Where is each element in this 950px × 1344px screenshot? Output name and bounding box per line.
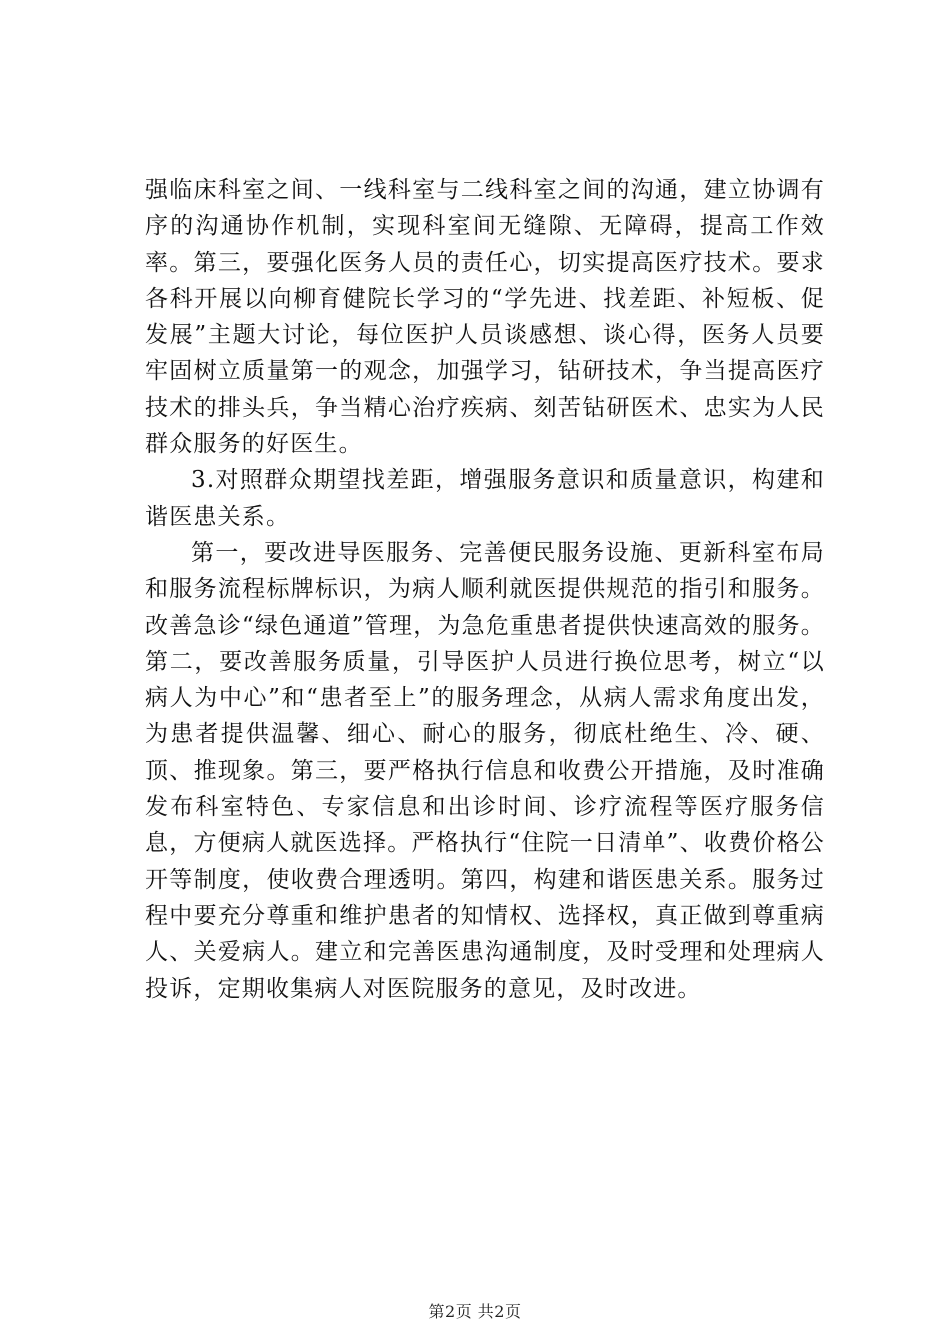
paragraph-service-measures: 第一，要改进导医服务、完善便民服务设施、更新科室布局和服务流程标牌标识，为病人顺利就医提供规范的指引和服务。改善急诊“绿色通道”管理，为急危重患者提供快速高效的服务。第二，要改善服务质量，引导医护人员进行换位思考，树立“以病人为中心”和“患者至上”的服务理念，从病人需求角度出发，为患者提供温馨、细心、耐心的服务，彻底杜绝生、冷、硬、顶、推现象。第三，要严格执行信息和收费公开措施，及时准确发布科室特色、专家信息和出诊时间、诊疗流程等医疗服务信息，方便病人就医选择。严格执行“住院一日清单”、收费价格公开等制度，使收费合理透明。第四，构建和谐医患关系。服务过程中要充分尊重和维护患者的知情权、选择权，真正做到尊重病人、关爱病人。建立和完善医患沟通制度，及时受理和处理病人投诉，定期收集病人对医院服务的意见，及时改进。 [145, 539, 825, 1002]
section-heading-3: 3.对照群众期望找差距，增强服务意识和质量意识，构建和谐医患关系。 [145, 467, 825, 530]
paragraph-continued: 强临床科室之间、一线科室与二线科室之间的沟通，建立协调有序的沟通协作机制，实现科室间无缝隙、无障碍，提高工作效率。第三，要强化医务人员的责任心，切实提高医疗技术。要求各科开展以向柳育健院长学习的“学先进、找差距、补短板、促发展”主题大讨论，每位医护人员谈感想、谈心得，医务人员要牢固树立质量第一的观念，加强学习，钻研技术，争当提高医疗技术的排头兵，争当精心治疗疾病、刻苦钻研医术、忠实为人民群众服务的好医生。 [145, 177, 825, 458]
document-body [145, 172, 825, 1007]
page-footer: 第2页 共2页 [428, 1302, 522, 1321]
